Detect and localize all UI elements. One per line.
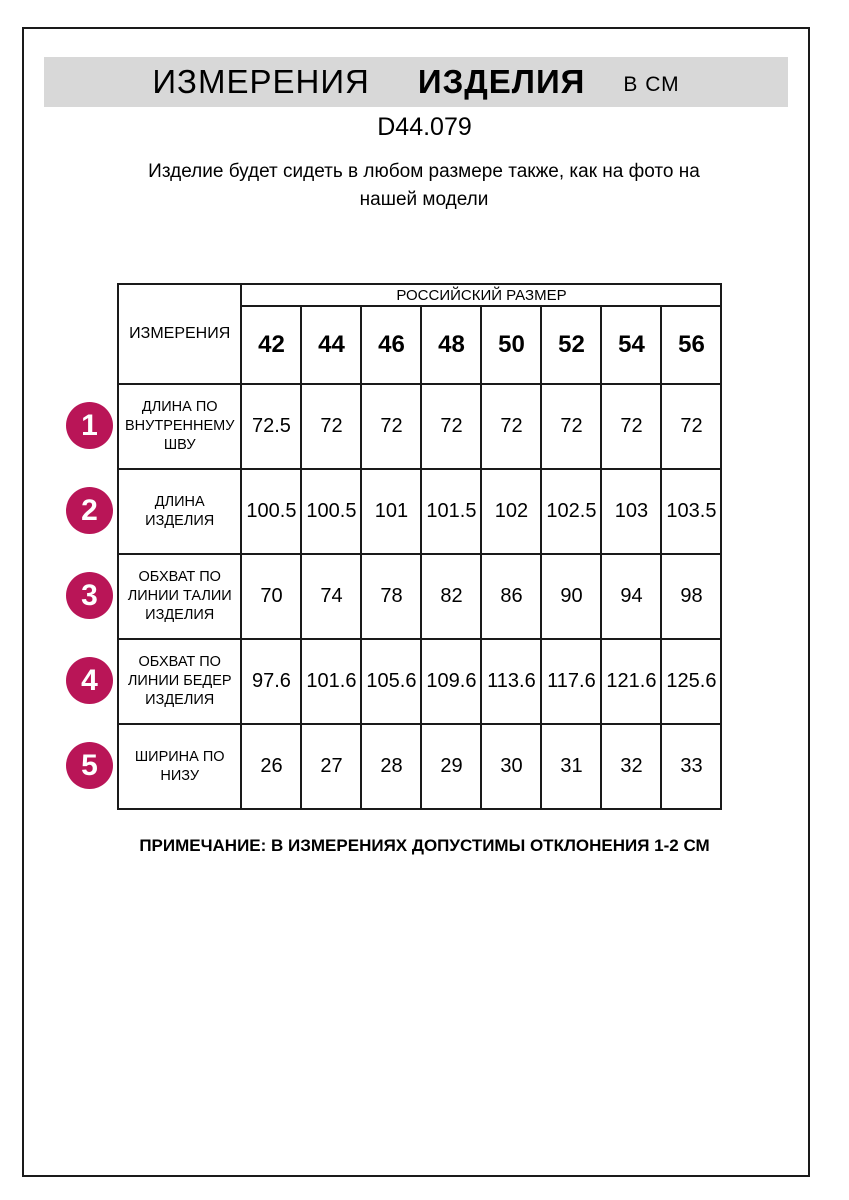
table-cell: 72.5 [241,384,301,469]
row-label: ДЛИНА ИЗДЕЛИЯ [118,469,241,554]
table-cell: 32 [601,724,661,809]
page-title-product: ИЗДЕЛИЯ [417,63,586,100]
row-number-badge: 2 [66,487,113,534]
table-cell: 121.6 [601,639,661,724]
table-cell: 29 [421,724,481,809]
size-group-header: РОССИЙСКИЙ РАЗМЕР [241,284,721,306]
table-cell: 72 [421,384,481,469]
table-cell: 74 [301,554,361,639]
row-number-badge: 4 [66,657,113,704]
table-cell: 82 [421,554,481,639]
table-cell: 103 [601,469,661,554]
table-cell: 72 [541,384,601,469]
table-cell: 101.5 [421,469,481,554]
table-cell: 72 [361,384,421,469]
tolerance-note: ПРИМЕЧАНИЕ: В ИЗМЕРЕНИЯХ ДОПУСТИМЫ ОТКЛОНЕНИЯ 1-2 СМ [139,836,710,855]
table-cell: 72 [661,384,721,469]
table-row [118,554,721,639]
size-header: 50 [481,306,541,384]
table-cell: 101 [361,469,421,554]
size-header: 42 [241,306,301,384]
table-cell: 72 [481,384,541,469]
size-header: 44 [301,306,361,384]
table-cell: 28 [361,724,421,809]
fit-description: Изделие будет сидеть в любом размере также, как на фото на нашей модели [148,161,700,210]
table-cell: 125.6 [661,639,721,724]
row-number-badge: 3 [66,572,113,619]
title-banner [44,57,788,107]
table-cell: 70 [241,554,301,639]
size-table [117,283,722,810]
size-header: 54 [601,306,661,384]
row-number-badge: 5 [66,742,113,789]
table-row [118,724,721,809]
row-number-badge: 1 [66,402,113,449]
table-cell: 31 [541,724,601,809]
size-header: 52 [541,306,601,384]
measure-column-header: ИЗМЕРЕНИЯ [118,284,241,384]
page-title-measurements: ИЗМЕРЕНИЯ [152,63,370,100]
row-label: ОБХВАТ ПО ЛИНИИ ТАЛИИ ИЗДЕЛИЯ [118,554,241,639]
table-cell: 94 [601,554,661,639]
table-cell: 102.5 [541,469,601,554]
table-cell: 86 [481,554,541,639]
row-label: ДЛИНА ПО ВНУТРЕННЕМУ ШВУ [118,384,241,469]
table-row [118,639,721,724]
table-cell: 100.5 [241,469,301,554]
size-header: 56 [661,306,721,384]
table-cell: 117.6 [541,639,601,724]
table-cell: 100.5 [301,469,361,554]
table-cell: 105.6 [361,639,421,724]
table-cell: 101.6 [301,639,361,724]
row-label: ОБХВАТ ПО ЛИНИИ БЕДЕР ИЗДЕЛИЯ [118,639,241,724]
table-cell: 30 [481,724,541,809]
table-cell: 109.6 [421,639,481,724]
table-cell: 27 [301,724,361,809]
size-header: 46 [361,306,421,384]
table-cell: 26 [241,724,301,809]
table-row [118,384,721,469]
table-cell: 78 [361,554,421,639]
table-cell: 97.6 [241,639,301,724]
model-code: D44.079 [377,113,472,141]
page-title-unit: В СМ [623,73,680,96]
table-cell: 103.5 [661,469,721,554]
row-label: ШИРИНА ПО НИЗУ [118,724,241,809]
size-header: 48 [421,306,481,384]
table-cell: 72 [301,384,361,469]
table-header-row-group [118,284,721,306]
table-cell: 90 [541,554,601,639]
table-cell: 113.6 [481,639,541,724]
table-row [118,469,721,554]
table-cell: 98 [661,554,721,639]
table-cell: 72 [601,384,661,469]
table-cell: 102 [481,469,541,554]
table-cell: 33 [661,724,721,809]
